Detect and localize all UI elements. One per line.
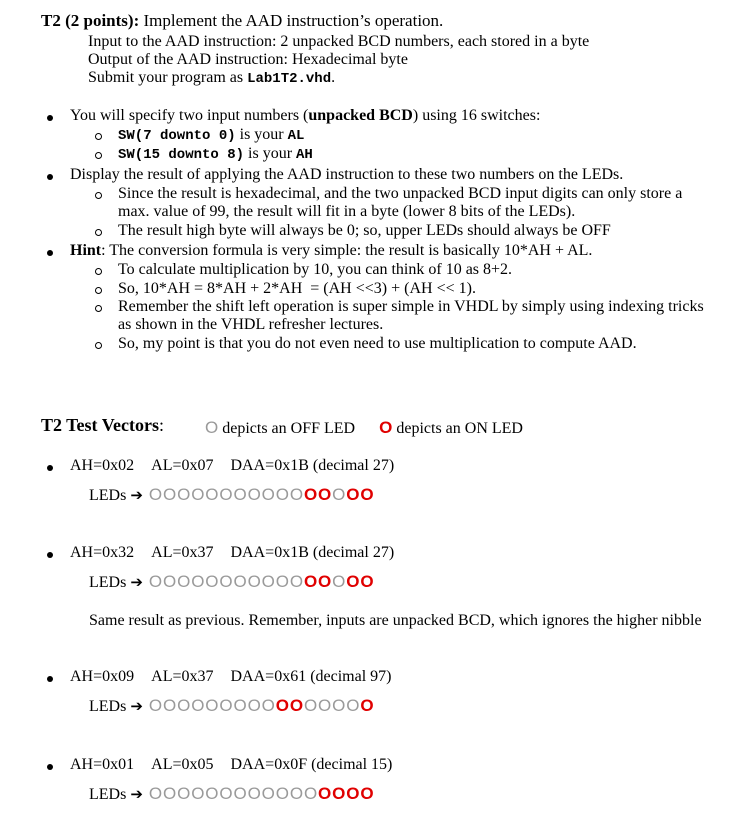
- led-off: O: [191, 696, 205, 715]
- led-off: O: [275, 485, 289, 504]
- vector-1-ah: AH=0x02: [70, 457, 135, 474]
- led-off: O: [332, 696, 346, 715]
- task-title: [41, 11, 443, 31]
- led-off: O: [247, 784, 261, 803]
- led-on: O: [318, 485, 332, 504]
- legend-on-symbol: O: [379, 418, 393, 437]
- b1-prefix: You will specify two input numbers (: [70, 107, 309, 124]
- led-off: O: [318, 696, 332, 715]
- sub-bullet-3a: [95, 268, 102, 275]
- led-off: O: [289, 485, 304, 504]
- switch-al-reg: AL: [287, 128, 305, 144]
- led-off: O: [261, 784, 275, 803]
- vector-3-bullet: [47, 676, 53, 682]
- vector-3-al: AL=0x37: [151, 668, 214, 685]
- led-off: O: [177, 696, 191, 715]
- led-on: O: [289, 696, 304, 715]
- legend-off-symbol: O: [205, 418, 219, 437]
- sub-bullet-2a: [95, 192, 102, 199]
- led-off: O: [205, 696, 219, 715]
- led-on: O: [275, 696, 289, 715]
- arrow-icon: ➔: [130, 697, 143, 715]
- hint-shift-line1: Remember the shift left operation is super simple in VHDL by simply using indexing tricks: [118, 298, 704, 315]
- led-off: O: [191, 485, 205, 504]
- vector-2-inputs: [70, 544, 394, 562]
- led-on: O: [346, 572, 360, 591]
- vector-3-led-row: [149, 696, 375, 715]
- led-off: O: [247, 696, 261, 715]
- led-off: O: [289, 784, 304, 803]
- vector-4-inputs: [70, 756, 392, 774]
- led-off: O: [191, 572, 205, 591]
- led-off: O: [163, 485, 177, 504]
- b1-suffix: ) using 16 switches:: [412, 107, 541, 124]
- input-description: Input to the AAD instruction: 2 unpacked BCD numbers, each stored in a byte: [88, 33, 590, 50]
- legend-off-text: depicts an OFF LED: [218, 420, 356, 437]
- submit-filename: Lab1T2.vhd: [247, 71, 332, 87]
- switch-ah-reg: AH: [296, 147, 313, 163]
- spec-result-fit-line1: Since the result is hexadecimal, and the two unpacked BCD input digits can only store a: [118, 185, 683, 202]
- vector-2-ah: AH=0x32: [70, 544, 135, 561]
- led-off: O: [148, 485, 163, 504]
- led-off: O: [275, 572, 289, 591]
- test-vectors-colon: :: [159, 415, 165, 435]
- led-off: O: [163, 784, 177, 803]
- submit-prefix: Submit your program as: [88, 69, 248, 86]
- vector-3-leds-label: LEDs: [89, 698, 127, 715]
- vector-2-leds-row: [89, 572, 374, 592]
- led-off: O: [148, 696, 163, 715]
- bullet-3: [47, 250, 53, 256]
- vector-2-daa: DAA=0x1B (decimal 27): [230, 544, 395, 561]
- bullet-2: [47, 174, 53, 180]
- led-on: O: [303, 572, 318, 591]
- vector-1-al: AL=0x07: [151, 457, 214, 474]
- sub-bullet-3c: [95, 305, 102, 312]
- vector-4-ah: AH=0x01: [70, 756, 135, 773]
- vector-1-leds-label: LEDs: [89, 487, 127, 504]
- switch-al-code: SW(7 downto 0): [118, 128, 236, 144]
- spec-switch-al: [118, 126, 304, 144]
- led-on: O: [360, 485, 374, 504]
- led-off: O: [163, 696, 177, 715]
- led-off: O: [219, 784, 233, 803]
- led-off: O: [219, 696, 233, 715]
- vector-4-daa: DAA=0x0F (decimal 15): [230, 756, 393, 773]
- spec-result-fit-line2: max. value of 99, the result will fit in a byte (lower 8 bits of the LEDs).: [118, 203, 576, 220]
- led-off: O: [289, 572, 304, 591]
- led-off: O: [303, 784, 318, 803]
- vector-4-al: AL=0x05: [151, 756, 214, 773]
- arrow-icon: ➔: [130, 785, 143, 803]
- led-off: O: [205, 485, 219, 504]
- vector-1-led-row: [149, 485, 375, 504]
- vector-1-daa: DAA=0x1B (decimal 27): [230, 457, 395, 474]
- hint-bold: Hint: [70, 242, 102, 259]
- hint-text: : The conversion formula is very simple: the result is basically 10*AH + AL.: [101, 242, 593, 259]
- vector-1-inputs: [70, 457, 394, 475]
- led-off: O: [275, 784, 289, 803]
- led-off: O: [163, 572, 177, 591]
- led-legend: [205, 418, 523, 438]
- led-on: O: [360, 696, 374, 715]
- led-off: O: [177, 784, 191, 803]
- spec-bullet-display: Display the result of applying the AAD instruction to these two numbers on the LEDs.: [70, 166, 624, 183]
- led-on: O: [318, 572, 332, 591]
- led-on: O: [332, 784, 346, 803]
- task-title-bold: T2 (2 points):: [41, 11, 140, 30]
- submit-instruction: [88, 69, 335, 87]
- led-off: O: [191, 784, 205, 803]
- vector-4-led-row: [149, 784, 375, 803]
- test-vectors-title: T2 Test Vectors: [41, 415, 160, 435]
- switch-ah-code: SW(15 downto 8): [118, 147, 245, 163]
- sub-bullet-1b: [95, 152, 102, 159]
- led-on: O: [346, 485, 360, 504]
- led-off: O: [233, 485, 247, 504]
- vector-3-inputs: [70, 668, 391, 686]
- led-off: O: [233, 572, 247, 591]
- led-off: O: [205, 784, 219, 803]
- vector-2-note: Same result as previous. Remember, inputs are unpacked BCD, which ignores the higher nibble: [89, 612, 702, 629]
- led-on: O: [303, 485, 318, 504]
- vector-4-leds-label: LEDs: [89, 786, 127, 803]
- led-off: O: [332, 485, 346, 504]
- vector-2-leds-label: LEDs: [89, 574, 127, 591]
- hint-formula: So, 10*AH = 8*AH + 2*AH = (AH <<3) + (AH << 1).: [118, 280, 476, 297]
- spec-hint: [70, 242, 592, 260]
- task-title-text: Implement the AAD instruction’s operation.: [139, 11, 444, 30]
- led-off: O: [261, 485, 275, 504]
- vector-4-bullet: [47, 764, 53, 770]
- led-off: O: [346, 696, 360, 715]
- led-off: O: [219, 572, 233, 591]
- bullet-1: [47, 115, 53, 121]
- output-description: Output of the AAD instruction: Hexadecimal byte: [88, 51, 408, 68]
- vector-2-bullet: [47, 552, 53, 558]
- led-off: O: [219, 485, 233, 504]
- hint-no-multiply: So, my point is that you do not even need to use multiplication to compute AAD.: [118, 335, 637, 352]
- submit-suffix: .: [331, 69, 336, 86]
- led-off: O: [233, 696, 247, 715]
- spec-high-byte: The result high byte will always be 0; so, upper LEDs should always be OFF: [118, 222, 611, 239]
- led-off: O: [148, 572, 163, 591]
- sub-bullet-3d: [95, 342, 102, 349]
- spec-bullet-switches: [70, 107, 540, 125]
- vector-3-leds-row: [89, 696, 374, 716]
- led-off: O: [247, 485, 261, 504]
- led-on: O: [360, 784, 374, 803]
- vector-2-al: AL=0x37: [151, 544, 214, 561]
- vector-3-daa: DAA=0x61 (decimal 97): [230, 668, 392, 685]
- vector-1-leds-row: [89, 485, 374, 505]
- led-off: O: [303, 696, 318, 715]
- vector-1-bullet: [47, 465, 53, 471]
- vector-3-ah: AH=0x09: [70, 668, 135, 685]
- led-off: O: [247, 572, 261, 591]
- led-off: O: [233, 784, 247, 803]
- vector-4-leds-row: [89, 784, 374, 804]
- led-off: O: [261, 696, 275, 715]
- sub-bullet-1a: [95, 133, 102, 140]
- led-off: O: [261, 572, 275, 591]
- vector-2-led-row: [149, 572, 375, 591]
- arrow-icon: ➔: [130, 486, 143, 504]
- hint-multiply: To calculate multiplication by 10, you can think of 10 as 8+2.: [118, 261, 513, 278]
- b1-bold: unpacked BCD: [308, 107, 413, 124]
- led-on: O: [360, 572, 374, 591]
- sub-bullet-3b: [95, 287, 102, 294]
- hint-shift-line2: as shown in the VHDL refresher lectures.: [118, 316, 384, 333]
- spec-switch-ah: [118, 145, 313, 163]
- led-off: O: [177, 485, 191, 504]
- legend-on-text: depicts an ON LED: [392, 420, 523, 437]
- switch-ah-text: is your: [244, 145, 297, 162]
- led-on: O: [346, 784, 360, 803]
- arrow-icon: ➔: [130, 573, 143, 591]
- led-off: O: [205, 572, 219, 591]
- switch-al-text: is your: [235, 126, 288, 143]
- led-off: O: [177, 572, 191, 591]
- led-off: O: [148, 784, 163, 803]
- led-on: O: [318, 784, 332, 803]
- sub-bullet-2b: [95, 229, 102, 236]
- led-off: O: [332, 572, 346, 591]
- test-vectors-heading: [41, 415, 164, 436]
